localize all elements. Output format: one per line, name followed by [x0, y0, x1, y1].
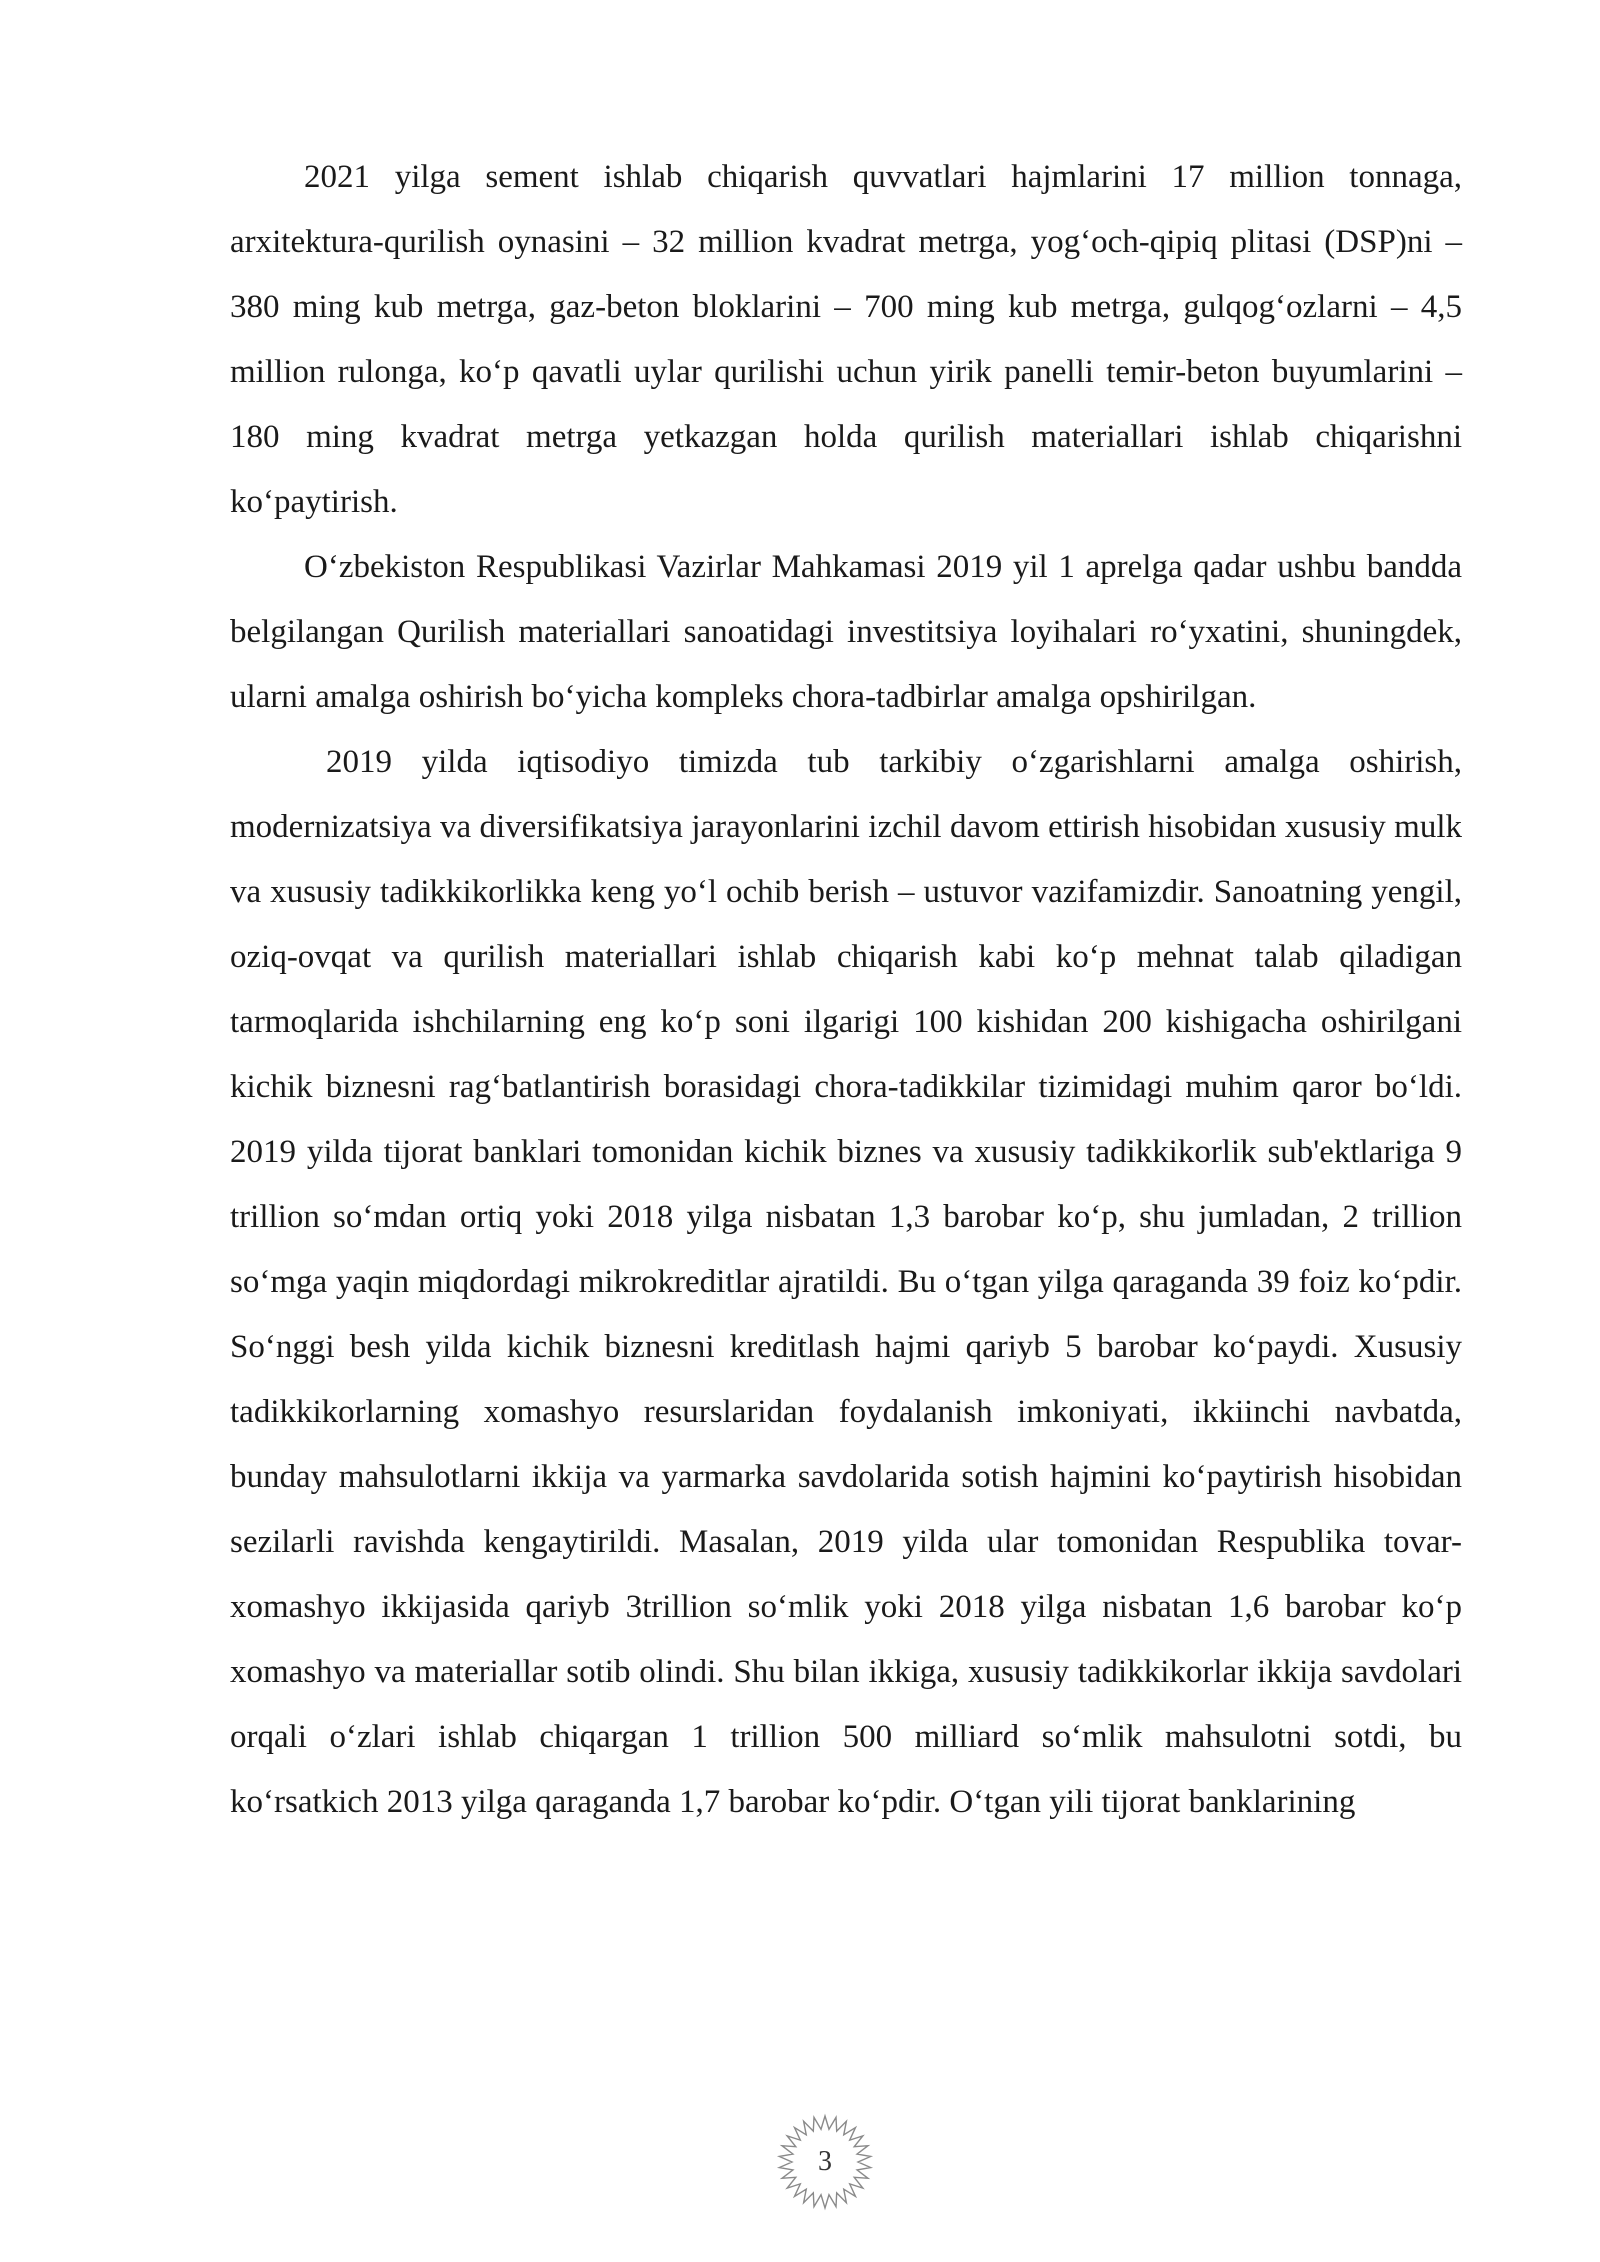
paragraph-production-targets: 2021 yilga sement ishlab chiqarish quvvatlari hajmlarini 17 million tonnaga, arxitektura-qurilish oynasini – 32 million kvadrat metrga, yog‘och-qipiq plitasi (DSP)ni – 380 ming kub metrga, gaz-beton bloklarini – 700 ming kub metrga, gulqog‘ozlarni – 4,5 million rulonga, ko‘p qavatli uylar qurilishi uchun yirik panelli temir-beton buyumlarini – 180 ming kvadrat metrga yetkazgan holda qurilish materiallari ishlab chiqarishni ko‘paytirish. — [230, 159, 1462, 520]
paragraph-cabinet-of-ministers: O‘zbekiston Respublikasi Vazirlar Mahkamasi 2019 yil 1 aprelga qadar ushbu bandda belgilangan Qurilish materiallari sanoatidagi investitsiya loyihalari ro‘yxatini, shuningdek, ularni amalga oshirish bo‘yicha kompleks chora-tadbirlar amalga opshirilgan. — [230, 549, 1462, 715]
page-number: 3 — [818, 2146, 832, 2177]
body-text — [230, 145, 1462, 1835]
page-number-badge — [775, 2112, 875, 2212]
paragraph-economic-reforms: 2019 yilda iqtisodiyo timizda tub tarkibiy o‘zgarishlarni amalga oshirish, modernizatsiya va diversifikatsiya jarayonlarini izchil davom ettirish hisobidan xususiy mulk va xususiy tadikkikorlikka keng yo‘l ochib berish – ustuvor vazifamizdir. Sanoatning yengil, oziq-ovqat va qurilish materiallari ishlab chiqarish kabi ko‘p mehnat talab qiladigan tarmoqlarida ishchilarning eng ko‘p soni ilgarigi 100 kishidan 200 kishigacha oshirilgani kichik biznesni rag‘batlantirish borasidagi chora-tadikkilar tizimidagi muhim qaror bo‘ldi. 2019 yilda tijorat banklari tomonidan kichik biznes va xususiy tadikkikorlik sub'ektlariga 9 trillion so‘mdan ortiq yoki 2018 yilga nisbatan 1,3 barobar ko‘p, shu jumladan, 2 trillion so‘mga yaqin miqdordagi mikrokreditlar ajratildi. Bu o‘tgan yilga qaraganda 39 foiz ko‘pdir. So‘nggi besh yilda kichik biznesni kreditlash hajmi qariyb 5 barobar ko‘paydi. Xususiy tadikkikorlarning xomashyo resurslaridan foydalanish imkoniyati, ikkiinchi navbatda, bunday mahsulotlarni ikkija va yarmarka savdolarida sotish hajmini ko‘paytirish hisobidan sezilarli ravishda kengaytirildi. Masalan, 2019 yilda ular tomonidan Respublika tovar-xomashyo ikkijasida qariyb 3trillion so‘mlik yoki 2018 yilga nisbatan 1,6 barobar ko‘p xomashyo va materiallar sotib olindi. Shu bilan ikkiga, xususiy tadikkikorlar ikkija savdolari orqali o‘zlari ishlab chiqargan 1 trillion 500 milliard so‘mlik mahsulotni sotdi, bu ko‘rsatkich 2013 yilga qaraganda 1,7 barobar ko‘pdir. O‘tgan yili tijorat banklarining — [230, 744, 1462, 1820]
